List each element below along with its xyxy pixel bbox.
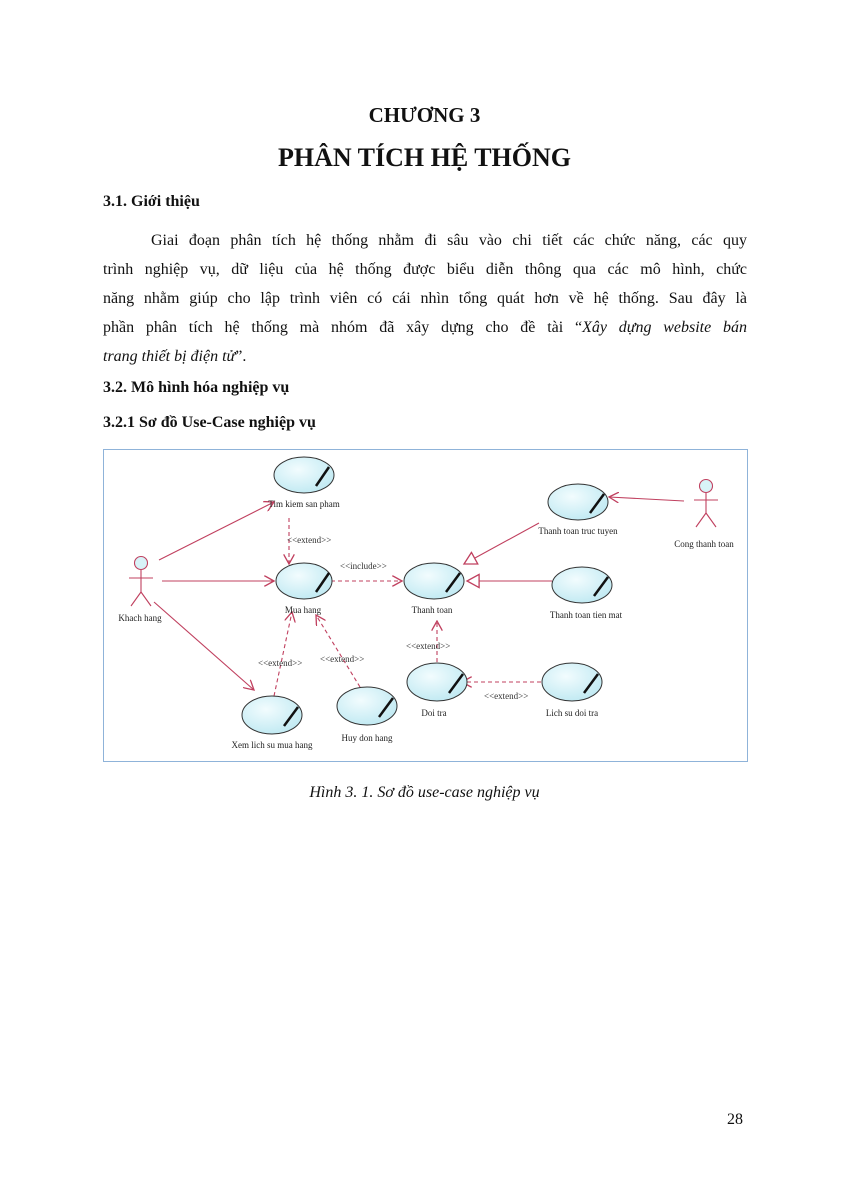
stereotype-include-pay: <<include>>	[340, 561, 387, 571]
usecase-buy-label: Mua hang	[284, 605, 322, 615]
usecase-purchase-history-label: Xem lich su mua hang	[231, 740, 313, 750]
line-customer-search	[159, 502, 274, 560]
page-number: 28	[727, 1111, 743, 1128]
usecase-search-label: Tim kiem san pham	[268, 499, 340, 509]
actor-customer-label: Khach hang	[118, 613, 162, 623]
usecase-pay-cash	[550, 567, 623, 620]
line-gateway-payonline	[609, 497, 684, 501]
usecase-purchase-history	[232, 696, 313, 750]
actor-gateway-head	[700, 480, 713, 493]
usecase-diagram	[104, 450, 747, 761]
intro-line-2: trình nghiệp vụ, dữ liệu của hệ thống được biểu diễn thông qua các mô hình, chức	[103, 261, 747, 278]
project-title-part1: Xây dựng website bán	[582, 319, 747, 336]
line-payonline-pay	[464, 523, 539, 564]
usecase-pay-online	[538, 484, 618, 536]
usecase-pay-label: Thanh toan	[411, 605, 453, 615]
section-heading-usecase: 3.2.1 Sơ đồ Use-Case nghiệp vụ	[103, 414, 316, 431]
usecase-pay-cash-label: Thanh toan tien mat	[549, 610, 623, 620]
figure-caption: Hình 3. 1. Sơ đồ use-case nghiệp vụ	[309, 784, 540, 801]
stereotype-extend-return-history: <<extend>>	[484, 691, 529, 701]
actor-gateway-label: Cong thanh toan	[674, 539, 734, 549]
stereotype-extend-return: <<extend>>	[406, 641, 451, 651]
usecase-return-history	[542, 663, 602, 718]
actor-customer-head	[135, 557, 148, 570]
usecase-return	[407, 663, 467, 718]
section-heading-model: 3.2. Mô hình hóa nghiệp vụ	[103, 379, 290, 396]
intro-closing: ”.	[235, 348, 247, 365]
usecase-return-label: Doi tra	[421, 708, 447, 718]
stereotype-extend-cancel: <<extend>>	[320, 654, 365, 664]
intro-line-3: năng nhằm giúp cho lập trình viên có cái nhìn tổng quát hơn về hệ thống. Sau đây là	[103, 290, 747, 307]
chapter-number: CHƯƠNG 3	[368, 103, 481, 127]
actor-gateway	[694, 480, 718, 528]
intro-line-4	[103, 313, 747, 342]
intro-line-1: Giai đoạn phân tích hệ thống nhằm đi sâu vào chi tiết các chức năng, các quy	[151, 232, 747, 249]
intro-line-4-text: phần phân tích hệ thống mà nhóm đã xây dựng cho đề tài “	[103, 319, 583, 336]
chapter-title: PHÂN TÍCH HỆ THỐNG	[277, 143, 572, 172]
usecase-pay-online-label: Thanh toan truc tuyen	[538, 526, 618, 536]
usecase-cancel	[337, 687, 397, 743]
usecase-diagram-frame	[103, 449, 748, 762]
intro-paragraph	[103, 226, 747, 371]
usecase-pay	[404, 563, 464, 615]
usecase-search	[268, 457, 339, 509]
usecase-cancel-label: Huy don hang	[341, 733, 393, 743]
intro-line-5	[103, 342, 747, 371]
stereotype-extend-search: <<extend>>	[287, 535, 332, 545]
section-heading-intro: 3.1. Giới thiệu	[103, 193, 200, 210]
dep-cancel-buy	[316, 615, 360, 687]
actor-customer	[129, 557, 153, 607]
stereotype-extend-history: <<extend>>	[258, 658, 303, 668]
usecase-buy	[276, 563, 332, 615]
usecase-return-history-label: Lich su doi tra	[545, 708, 599, 718]
line-customer-history	[154, 602, 254, 690]
project-title-part2: trang thiết bị điện tử	[103, 348, 236, 365]
dep-history-buy	[274, 612, 292, 696]
